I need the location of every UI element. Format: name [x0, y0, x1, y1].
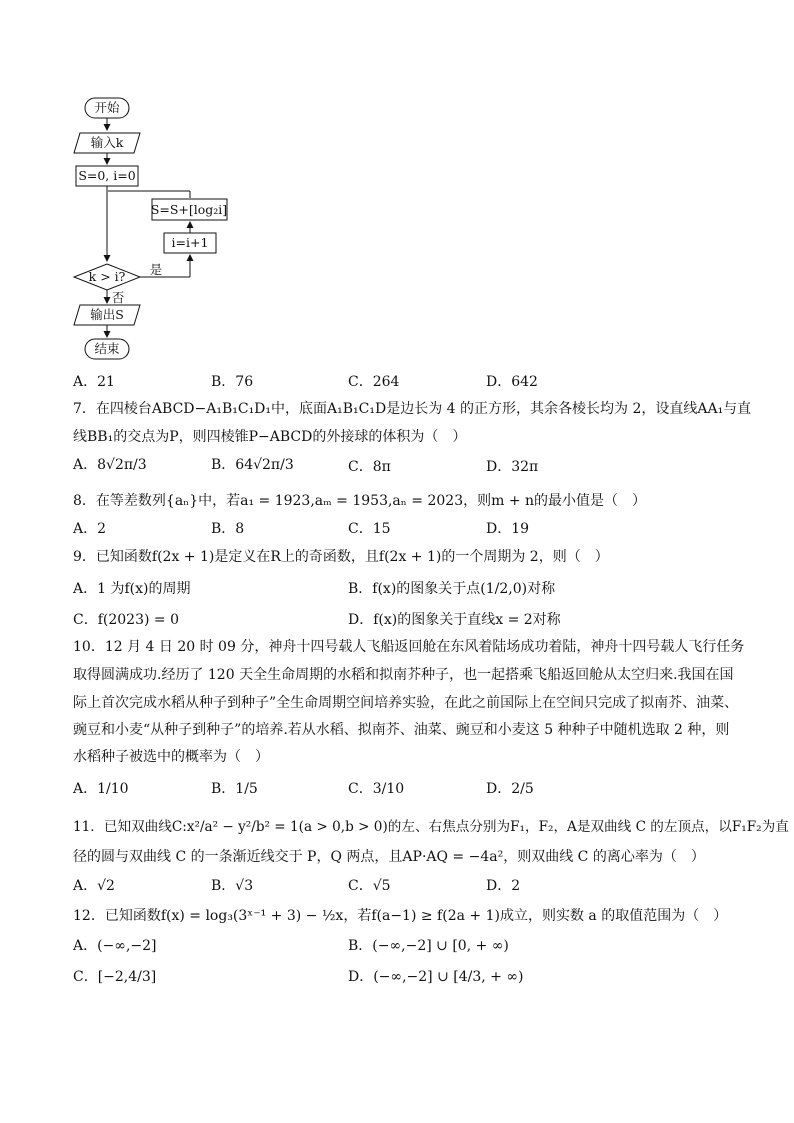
option-b[interactable]: B．√3 [211, 878, 254, 894]
option-b[interactable]: B．1/5 [211, 781, 258, 797]
option-c[interactable]: C．8π [348, 459, 391, 475]
q9-line1: 9．已知函数f(2x + 1)是定义在R上的奇函数，且f(2x + 1)的一个周期为 2，则（ ） [73, 549, 609, 565]
option-a[interactable]: A．21 [73, 374, 115, 390]
q10-line3: 际上首次完成水稻从种子到种子”全生命周期空间培养实验，在此之前国际上在空间只完成了拟南芥、油菜、 [73, 695, 739, 711]
condition-label: k > i? [88, 269, 126, 284]
option-b[interactable]: B．8 [211, 521, 245, 537]
option-c[interactable]: C．√5 [348, 878, 391, 894]
init-label: S=0, i=0 [78, 168, 136, 183]
option-c[interactable]: C．264 [348, 374, 400, 390]
option-c[interactable]: C．3/10 [348, 781, 405, 797]
q12-line1: 12．已知函数f(x) = log₃(3ˣ⁻¹ + 3) − ½x，若f(a−1) ≥ f(2a + 1)成立，则实数 a 的取值范围为（ ） [73, 908, 728, 924]
update-s-label: S=S+[log₂i] [150, 202, 228, 217]
q7-line1: 7．在四棱台ABCD−A₁B₁C₁D₁中，底面A₁B₁C₁D是边长为 4 的正方形，其余各棱长均为 2，设直线AA₁与直 [73, 401, 752, 417]
option-d[interactable]: D．2 [486, 878, 521, 894]
start-label: 开始 [94, 100, 120, 115]
yes-label: 是 [149, 262, 163, 277]
option-a[interactable]: A．(−∞,−2] [73, 938, 157, 954]
q10-line5: 水稻种子被选中的概率为（ ） [73, 749, 269, 765]
option-d[interactable]: D．f(x)的图象关于直线x = 2对称 [348, 612, 561, 628]
option-d[interactable]: D．(−∞,−2] ∪ [4/3, + ∞) [348, 969, 524, 985]
end-label: 结束 [94, 341, 120, 356]
option-b[interactable]: B．64√2π/3 [211, 457, 294, 473]
option-b[interactable]: B．76 [211, 374, 254, 390]
option-a[interactable]: A．8√2π/3 [73, 457, 147, 473]
increment-label: i=i+1 [171, 235, 209, 250]
output-label: 输出S [90, 307, 124, 322]
option-a[interactable]: A．2 [73, 521, 107, 537]
option-a[interactable]: A．1 为f(x)的周期 [73, 581, 191, 597]
option-c[interactable]: C．f(2023) = 0 [73, 612, 179, 628]
option-b[interactable]: B．(−∞,−2] ∪ [0, + ∞) [348, 938, 509, 954]
option-d[interactable]: D．2/5 [486, 781, 534, 797]
input-label: 输入k [90, 135, 124, 150]
option-d[interactable]: D．19 [486, 521, 530, 537]
q10-line2: 取得圆满成功.经历了 120 天全生命周期的水稻和拟南芥种子，也一起搭乘飞船返回舱从太空归来.我国在国 [73, 667, 734, 683]
option-d[interactable]: D．32π [486, 459, 539, 475]
option-c[interactable]: C．[−2,4/3] [73, 969, 157, 985]
q11-line1: 11．已知双曲线C:x²/a² − y²/b² = 1(a > 0,b > 0)的左、右焦点分别为F₁，F₂，A是双曲线 C 的左顶点，以F₁F₂为直 [73, 819, 789, 835]
q7-line2: 线BB₁的交点为P，则四棱锥P−ABCD的外接球的体积为（ ） [73, 429, 467, 445]
option-a[interactable]: A．1/10 [73, 781, 129, 797]
flowchart [60, 88, 250, 368]
option-d[interactable]: D．642 [486, 374, 538, 390]
option-c[interactable]: C．15 [348, 521, 391, 537]
q8-line1: 8．在等差数列{aₙ}中，若a₁ = 1923,aₘ = 1953,aₙ = 2023，则m + n的最小值是（ ） [73, 493, 647, 509]
no-label: 否 [111, 290, 125, 305]
q10-line1: 10．12 月 4 日 20 时 09 分，神舟十四号载人飞船返回舱在东风着陆场成功着陆，神舟十四号载人飞行任务 [73, 639, 745, 655]
option-a[interactable]: A．√2 [73, 878, 115, 894]
q11-line2: 径的圆与双曲线 C 的一条渐近线交于 P，Q 两点，且AP·AQ = −4a²，则双曲线 C 的离心率为（ ） [73, 849, 705, 865]
option-b[interactable]: B．f(x)的图象关于点(1/2,0)对称 [348, 581, 556, 597]
q10-line4: 豌豆和小麦“从种子到种子”的培养.若从水稻、拟南芥、油菜、豌豆和小麦这 5 种种子中随机选取 2 种，则 [73, 722, 730, 738]
